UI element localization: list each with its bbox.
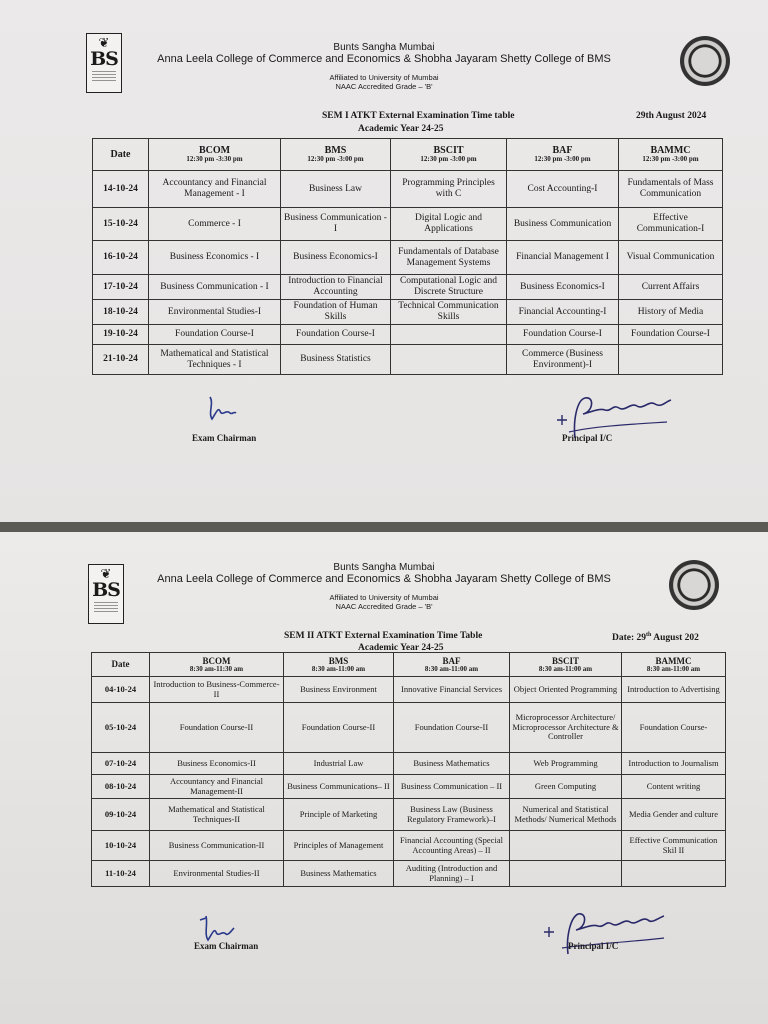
exam-title: SEM I ATKT External Examination Time table <box>322 111 515 121</box>
subject-cell: Auditing (Introduction and Planning) – I <box>394 861 510 887</box>
subject-cell: Business Mathematics <box>284 861 394 887</box>
subject-cell: Accountancy and Financial Management-II <box>150 775 284 799</box>
subject-cell: Financial Management I <box>507 241 619 275</box>
subject-cell: Media Gender and culture <box>622 799 726 831</box>
subject-cell: Principles of Management <box>284 831 394 861</box>
col-header-time: 12:30 pm -3:00 pm <box>642 155 699 164</box>
col-header-name: BCOM <box>202 655 231 666</box>
col-header-time: 12:30 pm -3:30 pm <box>186 155 243 164</box>
subject-cell: Commerce (Business Environment)-I <box>507 345 619 375</box>
subject-cell: Mathematical and Statistical Techniques-II <box>150 799 284 831</box>
logo-mark: BS <box>90 48 118 70</box>
table-row <box>93 241 723 275</box>
subject-cell: Environmental Studies-II <box>150 861 284 887</box>
col-header-bcom <box>149 139 281 171</box>
subject-cell: Introduction to Financial Accounting <box>281 275 391 300</box>
principal-label: Principal I/C <box>568 941 619 951</box>
col-header-baf <box>394 653 510 677</box>
naac-grade: NAAC Accredited Grade – 'B' <box>335 602 433 611</box>
table-row <box>93 345 723 375</box>
letterhead <box>0 562 768 611</box>
subject-cell: Introduction to Business-Commerce-II <box>150 677 284 703</box>
table-row <box>93 300 723 325</box>
table-row <box>93 208 723 241</box>
subject-cell <box>510 861 622 887</box>
chairman-signature <box>204 393 238 425</box>
header-row <box>92 653 726 677</box>
timetable-table <box>91 652 726 887</box>
col-header-name: BAMMC <box>655 655 692 666</box>
subject-cell: Fundamentals of Database Management Systems <box>391 241 507 275</box>
table-row <box>92 753 726 775</box>
subject-cell: Financial Accounting (Special Accounting Areas) – II <box>394 831 510 861</box>
exam-date-cell: 08-10-24 <box>92 775 150 799</box>
subject-cell: Business Mathematics <box>394 753 510 775</box>
col-header-time: 8:30 am-11:30 am <box>189 664 244 673</box>
col-header-name: BSCIT <box>551 655 579 666</box>
table-row <box>92 861 726 887</box>
col-header-bammc <box>622 653 726 677</box>
subject-cell: Digital Logic and Applications <box>391 208 507 241</box>
subject-cell: Introduction to Journalism <box>622 753 726 775</box>
col-header-time: 12:30 pm -3:00 pm <box>420 155 477 164</box>
col-header-time: 8:30 am-11:00 am <box>538 664 593 673</box>
col-header-date <box>93 139 149 171</box>
affiliation: Affiliated to University of Mumbai <box>329 73 439 82</box>
col-header-name: BMS <box>328 655 349 666</box>
subject-cell: Foundation Course-I <box>149 325 281 345</box>
col-header-name: Date <box>110 148 131 160</box>
subject-cell: Current Affairs <box>619 275 723 300</box>
subject-cell: Foundation Course-II <box>284 703 394 753</box>
timetable-sheet-sem2 <box>0 532 768 1024</box>
exam-chairman-label: Exam Chairman <box>194 941 259 951</box>
subject-cell: Technical Communication Skills <box>391 300 507 325</box>
subject-cell: Business Economics-I <box>507 275 619 300</box>
subject-cell: Business Communication-II <box>150 831 284 861</box>
subject-cell: Foundation of Human Skills <box>281 300 391 325</box>
subject-cell: Business Statistics <box>281 345 391 375</box>
col-header-time: 12:30 pm -3:00 pm <box>534 155 591 164</box>
subject-cell: History of Media <box>619 300 723 325</box>
subject-cell: Programming Principles with C <box>391 171 507 208</box>
exam-date-cell: 16-10-24 <box>93 241 149 275</box>
col-header-bms <box>281 139 391 171</box>
col-header-name: Date <box>111 659 130 670</box>
academic-year: Academic Year 24-25 <box>358 124 444 134</box>
flame-icon: ❦ <box>98 35 110 50</box>
college-name: Anna Leela College of Commerce and Economics & Shobha Jayaram Shetty College of BMS <box>157 53 611 65</box>
exam-date-cell: 09-10-24 <box>92 799 150 831</box>
subject-cell: Financial Accounting-I <box>507 300 619 325</box>
subject-cell: Effective Communication Skil II <box>622 831 726 861</box>
subject-cell: Business Economics-I <box>281 241 391 275</box>
table-row <box>92 703 726 753</box>
org-name: Bunts Sangha Mumbai <box>333 562 435 573</box>
exam-date-cell: 21-10-24 <box>93 345 149 375</box>
subject-cell: Foundation Course-I <box>619 325 723 345</box>
exam-date-cell: 05-10-24 <box>92 703 150 753</box>
subject-cell: Business Law <box>281 171 391 208</box>
col-header-time: 8:30 am-11:00 am <box>424 664 479 673</box>
subject-cell: Industrial Law <box>284 753 394 775</box>
subject-cell <box>619 345 723 375</box>
chairman-signature <box>196 914 236 944</box>
subject-cell: Business Economics-II <box>150 753 284 775</box>
table-row <box>93 325 723 345</box>
subject-cell: Business Communications– II <box>284 775 394 799</box>
subject-cell: Commerce - I <box>149 208 281 241</box>
subject-cell: Business Communication – II <box>394 775 510 799</box>
col-header-name: BSCIT <box>433 144 464 156</box>
subject-cell: Foundation Course- <box>622 703 726 753</box>
subject-cell: Introduction to Advertising <box>622 677 726 703</box>
academic-year: Academic Year 24-25 <box>358 643 444 653</box>
subject-cell: Green Computing <box>510 775 622 799</box>
col-header-name: BMS <box>324 144 347 156</box>
col-header-bammc <box>619 139 723 171</box>
exam-date-cell: 11-10-24 <box>92 861 150 887</box>
subject-cell: Foundation Course-II <box>150 703 284 753</box>
exam-date-cell: 07-10-24 <box>92 753 150 775</box>
subject-cell: Numerical and Statistical Methods/ Numerical Methods <box>510 799 622 831</box>
subject-cell: Foundation Course-I <box>281 325 391 345</box>
flame-icon: ❦ <box>100 566 112 581</box>
table-row <box>93 275 723 300</box>
subject-cell: Cost Accounting-I <box>507 171 619 208</box>
exam-date-cell: 17-10-24 <box>93 275 149 300</box>
subject-cell: Fundamentals of Mass Communication <box>619 171 723 208</box>
col-header-bms <box>284 653 394 677</box>
col-header-time: 12:30 pm -3:00 pm <box>307 155 364 164</box>
subject-cell: Effective Communication-I <box>619 208 723 241</box>
exam-date-cell: 10-10-24 <box>92 831 150 861</box>
exam-title: SEM II ATKT External Examination Time Table <box>284 631 483 641</box>
subject-cell: Business Law (Business Regulatory Framework)–I <box>394 799 510 831</box>
subject-cell: Microprocessor Architecture/ Microprocessor Architecture & Controller <box>510 703 622 753</box>
subject-cell: Web Programming <box>510 753 622 775</box>
col-header-bscit <box>391 139 507 171</box>
principal-label: Principal I/C <box>562 433 613 443</box>
col-header-bcom <box>150 653 284 677</box>
subject-cell: Visual Communication <box>619 241 723 275</box>
exam-date-cell: 18-10-24 <box>93 300 149 325</box>
subject-cell: Foundation Course-II <box>394 703 510 753</box>
letterhead <box>0 42 768 91</box>
subject-cell: Mathematical and Statistical Techniques - I <box>149 345 281 375</box>
col-header-name: BAF <box>442 655 461 666</box>
col-header-baf <box>507 139 619 171</box>
subject-cell <box>391 345 507 375</box>
table-row <box>92 775 726 799</box>
subject-cell <box>510 831 622 861</box>
exam-date-cell: 19-10-24 <box>93 325 149 345</box>
affiliation: Affiliated to University of Mumbai <box>329 593 439 602</box>
exam-date-cell: 04-10-24 <box>92 677 150 703</box>
subject-cell: Foundation Course-I <box>507 325 619 345</box>
subject-cell: Innovative Financial Services <box>394 677 510 703</box>
issue-date: 29th August 2024 <box>636 111 707 121</box>
col-header-time: 8:30 am-11:00 am <box>646 664 701 673</box>
exam-date-cell: 14-10-24 <box>93 171 149 208</box>
subject-cell: Business Economics - I <box>149 241 281 275</box>
subject-cell: Computational Logic and Discrete Structure <box>391 275 507 300</box>
table-row <box>93 171 723 208</box>
college-name: Anna Leela College of Commerce and Economics & Shobha Jayaram Shetty College of BMS <box>157 573 611 585</box>
exam-date-cell: 15-10-24 <box>93 208 149 241</box>
subject-cell: Principle of Marketing <box>284 799 394 831</box>
org-name: Bunts Sangha Mumbai <box>333 42 435 53</box>
exam-chairman-label: Exam Chairman <box>192 433 257 443</box>
col-header-name: BAMMC <box>650 144 691 156</box>
subject-cell: Object Oriented Programming <box>510 677 622 703</box>
table-row <box>92 799 726 831</box>
col-header-bscit <box>510 653 622 677</box>
col-header-name: BAF <box>552 144 573 156</box>
logo-mark: BS <box>92 579 120 601</box>
subject-cell <box>622 861 726 887</box>
table-row <box>92 831 726 861</box>
subject-cell: Environmental Studies-I <box>149 300 281 325</box>
table-row <box>92 677 726 703</box>
subject-cell: Business Communication - I <box>149 275 281 300</box>
naac-grade: NAAC Accredited Grade – 'B' <box>335 82 433 91</box>
header-row <box>93 139 723 171</box>
timetable-table <box>92 138 723 375</box>
col-header-name: BCOM <box>198 144 231 156</box>
principal-signature <box>540 908 670 960</box>
issue-date: Date: 29th August 202 <box>612 632 699 644</box>
subject-cell <box>391 325 507 345</box>
subject-cell: Accountancy and Financial Management - I <box>149 171 281 208</box>
subject-cell: Content writing <box>622 775 726 799</box>
subject-cell: Business Communication <box>507 208 619 241</box>
subject-cell: Business Environment <box>284 677 394 703</box>
col-header-date <box>92 653 150 677</box>
col-header-time: 8:30 am-11:00 am <box>311 664 366 673</box>
subject-cell: Business Communication - I <box>281 208 391 241</box>
